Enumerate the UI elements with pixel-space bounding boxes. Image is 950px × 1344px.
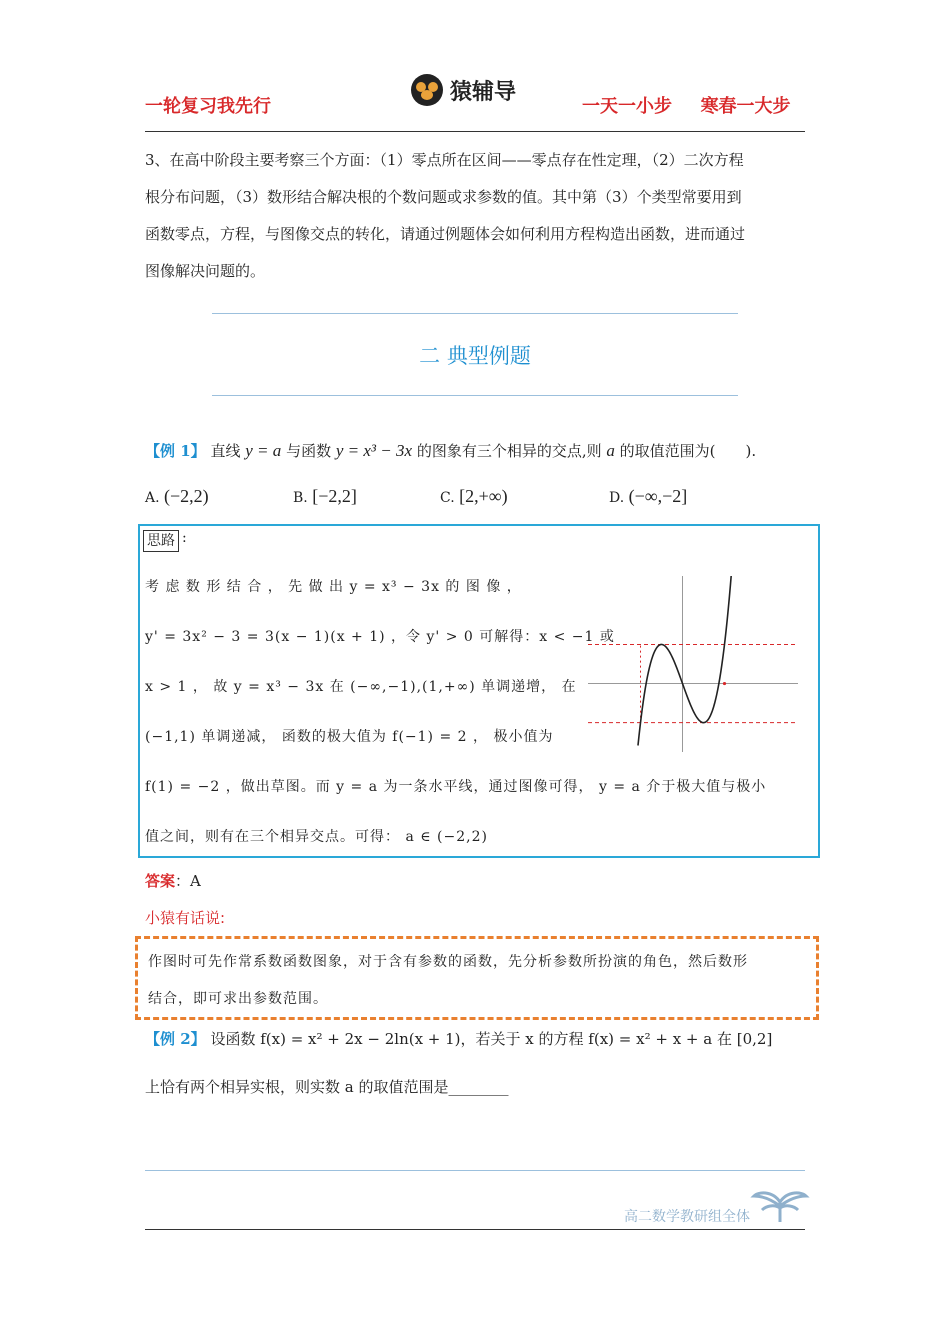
intro-paragraph (145, 142, 805, 290)
brand-logo (410, 72, 516, 108)
brand-name: 猿辅导 (450, 79, 517, 105)
example1-math: y = x³ − 3x (335, 441, 413, 460)
example1-label: 【例 1】 (145, 442, 206, 460)
example1-text: 与函数 (286, 442, 332, 460)
tip-title: 小猿有话说: (145, 909, 226, 927)
section-top-rule (212, 313, 738, 314)
tip-line: 作图时可先作常系数函数图象，对于含有参数的函数，先分析参数所扮演的角色，然后数形 (148, 954, 748, 970)
solution-colon: : (182, 530, 187, 546)
monkey-logo-icon (410, 73, 444, 107)
example1-math: a (606, 441, 615, 460)
solution-line: (−1,1) 单调递减， 函数的极大值为 f(−1) = 2 ， 极小值为 (145, 729, 554, 745)
option-value: [2,+∞) (459, 486, 508, 506)
option-letter: C. (440, 490, 455, 506)
solution-line: y' = 3x² − 3 = 3(x − 1)(x + 1) ，令 y' > 0 可解得：x < −1 或 (145, 629, 615, 645)
option-a (145, 486, 209, 507)
footer-text: 高二数学教研组全体 (624, 1209, 750, 1225)
option-letter: A. (145, 490, 160, 506)
section-bottom-rule (212, 395, 738, 396)
example1-math: y = a (245, 441, 282, 460)
option-letter: B. (293, 490, 308, 506)
footer-bottom-rule (145, 1229, 805, 1230)
header-divider (145, 131, 805, 132)
header-right-slogan-1: 一天一小步 (582, 96, 672, 117)
intro-line: 函数零点，方程，与图像交点的转化，请通过例题体会如何利用方程构造出函数，进而通过 (145, 225, 746, 243)
intro-line: 图像解决问题的。 (145, 262, 266, 280)
solution-line: 考 虑 数 形 结 合 ， 先 做 出 y = x³ − 3x 的 图 像 ， (145, 579, 522, 595)
example1-answer (145, 870, 201, 891)
example2-line2: 上恰有两个相异实根，则实数 a 的取值范围是________ (145, 1078, 509, 1096)
option-value: [−2,2] (312, 486, 357, 506)
example2-question (145, 1028, 772, 1049)
option-letter: D. (609, 490, 625, 506)
section-title: 二 典型例题 (419, 344, 531, 368)
footer-emblem-icon (750, 1186, 810, 1224)
example2-label: 【例 2】 (145, 1030, 206, 1048)
tip-text (148, 944, 808, 1018)
option-d (609, 486, 687, 507)
header-left-slogan: 一轮复习我先行 (145, 96, 271, 117)
option-c (440, 486, 508, 507)
graph-point-marker (723, 682, 726, 685)
example1-text: 的图象有三个相异的交点,则 (416, 442, 602, 460)
example1-text: 直线 (210, 442, 241, 460)
header-right-slogan (582, 92, 791, 118)
example2-line1: 设函数 f(x) = x² + 2x − 2ln(x + 1)，若关于 x 的方程 f(x) = x² + x + a 在 [0,2] (210, 1030, 773, 1048)
footer-top-rule (145, 1170, 805, 1171)
example1-text: 的取值范围为( ). (619, 442, 757, 460)
answer-value: ：A (175, 872, 201, 890)
option-value: (−∞,−2] (628, 486, 688, 506)
solution-line: x > 1 ， 故 y = x³ − 3x 在 (−∞,−1),(1,+∞) 单调递增， 在 (145, 679, 577, 695)
tip-line: 结合，即可求出参数范围。 (148, 991, 328, 1007)
cubic-function-graph (588, 576, 798, 752)
option-value: (−2,2) (164, 486, 209, 506)
answer-label: 答案 (145, 872, 176, 890)
cubic-curve (638, 576, 733, 746)
intro-line: 根分布问题，（3）数形结合解决根的个数问题或求参数的值。其中第（3）个类型常要用到 (145, 188, 742, 206)
solution-line: f(1) = −2 ，做出草图。而 y = a 为一条水平线，通过图像可得， y = a 介于极大值与极小 (145, 779, 767, 795)
header-right-slogan-2: 寒春一大步 (700, 96, 791, 117)
example1-question (145, 440, 756, 461)
intro-line: 3、在高中阶段主要考察三个方面：（1）零点所在区间——零点存在性定理，（2）二次方程 (145, 151, 744, 169)
solution-label: 思路 (143, 530, 179, 552)
solution-line: 值之间，则有在三个相异交点。可得： a ∈ (−2,2) (145, 829, 488, 845)
option-b (293, 486, 357, 507)
